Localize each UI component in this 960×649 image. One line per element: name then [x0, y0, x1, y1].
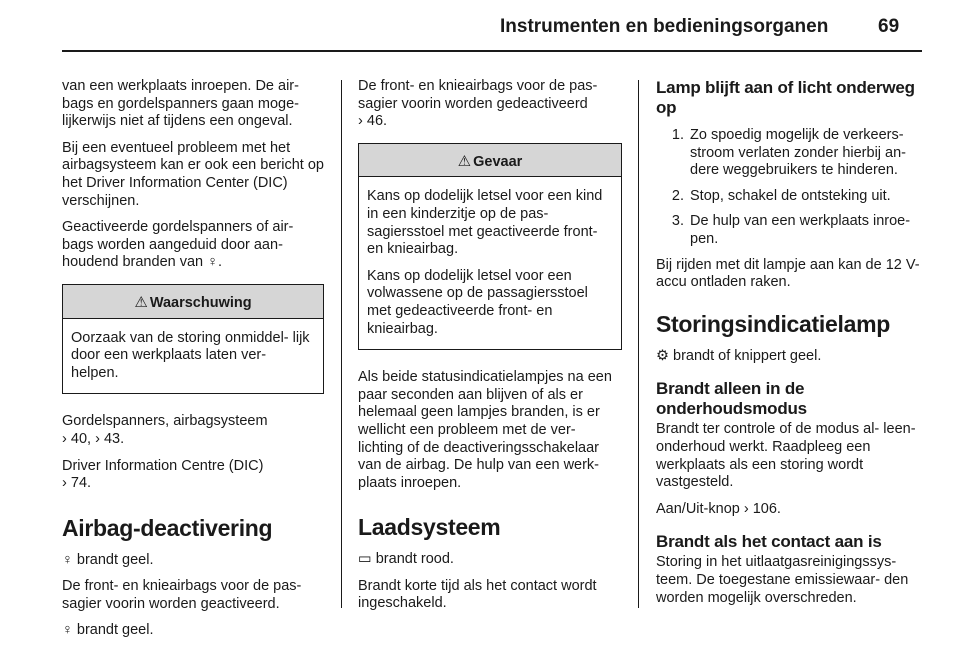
column-divider — [341, 80, 342, 608]
page-header-title: Instrumenten en bedieningsorganen — [500, 16, 829, 37]
warning-text: Oorzaak van de storing onmiddel- lijk door een werkplaats laten ver- helpen. — [71, 329, 310, 381]
paragraph: Als beide statusindicatielampjes na een paar seconden aan blijven of als er helemaal geen lampjes branden, is er wellicht een probleem met de ver- lichting of de deactiveringsschakelaar van de airbag. De hulp van een werk- plaats inroepen. — [358, 369, 612, 491]
list-item: 1. Zo spoedig mogelijk de verkeers- stroom verlaten zonder hierbij an- dere weggebruikers te hinderen. — [671, 127, 906, 179]
arrow-right-icon: › — [743, 500, 749, 517]
list-item: 3. De hulp van een werkplaats inroe- pen. — [671, 213, 911, 247]
paragraph: Storing in het uitlaatgasreinigingssys- teem. De toegestane emissiewaar- den worden mogelijk overschreden. — [656, 554, 909, 606]
arrow-right-icon: › — [62, 430, 67, 447]
paragraph: De front- en knieairbags voor de pas- sagier voorin worden gedeactiveerd › 46. — [358, 78, 598, 130]
arrow-right-icon: › — [358, 113, 363, 130]
paragraph: Bij rijden met dit lampje aan kan de 12 V-accu ontladen raken. — [656, 256, 920, 291]
paragraph: Brandt korte tijd als het contact wordt ingeschakeld. — [358, 577, 597, 612]
indicator-line: ▭ brandt rood. — [358, 551, 454, 568]
subheading-lamp-blijft-aan: Lamp blijft aan of licht onderweg op — [656, 78, 915, 117]
indicator-line: ♀ brandt geel. — [62, 551, 154, 568]
paragraph: Bij een eventueel probleem met het airbagsysteem kan er ook een bericht op het Driver Information Center (DIC) verschijnen. — [62, 139, 324, 209]
cross-reference: Gordelspanners, airbagsysteem › 40, › 43. — [62, 413, 268, 447]
battery-icon: ▭ — [358, 551, 372, 568]
column-divider — [638, 80, 639, 608]
danger-box-heading: ⚠ Gevaar — [359, 144, 621, 178]
warning-box-heading: ⚠ Waarschuwing — [63, 285, 323, 319]
paragraph: van een werkplaats inroepen. De air- bags en gordelspanners gaan moge- lijkerwijs niet af tijdens een ongeval. — [62, 78, 299, 130]
indicator-line: ♀ brandt geel. — [62, 622, 154, 639]
section-heading-airbag-deactivering: Airbag-deactivering — [62, 514, 273, 541]
list-item: 2. Stop, schakel de ontsteking uit. — [671, 187, 891, 204]
paragraph: De front- en knieairbags voor de pas- sagier voorin worden geactiveerd. — [62, 578, 302, 612]
arrow-right-icon: › — [62, 475, 67, 492]
arrow-right-icon: › — [95, 430, 100, 447]
indicator-line: ⚙ brandt of knippert geel. — [656, 347, 822, 364]
column-2 — [358, 78, 622, 622]
paragraph: Geactiveerde gordelspanners of air- bags worden aangeduid door aan- houdend branden van ♀. — [62, 219, 294, 271]
subheading-contact-aan: Brandt als het contact aan is — [656, 532, 882, 552]
step-list — [656, 127, 922, 249]
warning-triangle-icon: ⚠ — [457, 152, 472, 170]
section-heading-laadsysteem: Laadsysteem — [358, 514, 501, 541]
column-3 — [656, 78, 922, 616]
warning-triangle-icon: ⚠ — [134, 293, 148, 311]
airbag-off-icon: ♀ — [62, 622, 73, 639]
header-rule — [62, 50, 922, 52]
page-number: 69 — [878, 16, 900, 37]
seated-person-airbag-icon: ♀ — [207, 254, 219, 271]
paragraph: Brandt ter controle of de modus al- leen-onderhoud werkt. Raadpleeg een werkplaats als een storing wordt vastgesteld. — [656, 421, 916, 491]
airbag-on-icon: ♀ — [62, 551, 73, 568]
column-1 — [62, 78, 324, 649]
cross-reference: Driver Information Centre (DIC) › 74. — [62, 457, 264, 492]
cross-reference: Aan/Uit-knop › 106. — [656, 500, 781, 517]
danger-box — [358, 143, 622, 350]
warning-box — [62, 284, 324, 394]
subheading-onderhoudsmodus: Brandt alleen in de onderhoudsmodus — [656, 379, 807, 419]
engine-icon: ⚙ — [656, 347, 669, 364]
danger-text: Kans op dodelijk letsel voor een volwassene op de passagiersstoel met gedeactiveerde front- en knieairbag. — [367, 267, 588, 337]
danger-text: Kans op dodelijk letsel voor een kind in een kinderzitje op de pas- sagiersstoel met geactiveerde front- en knieairbag. — [367, 188, 603, 258]
section-heading-storingsindicatielamp: Storingsindicatielamp — [656, 310, 890, 337]
